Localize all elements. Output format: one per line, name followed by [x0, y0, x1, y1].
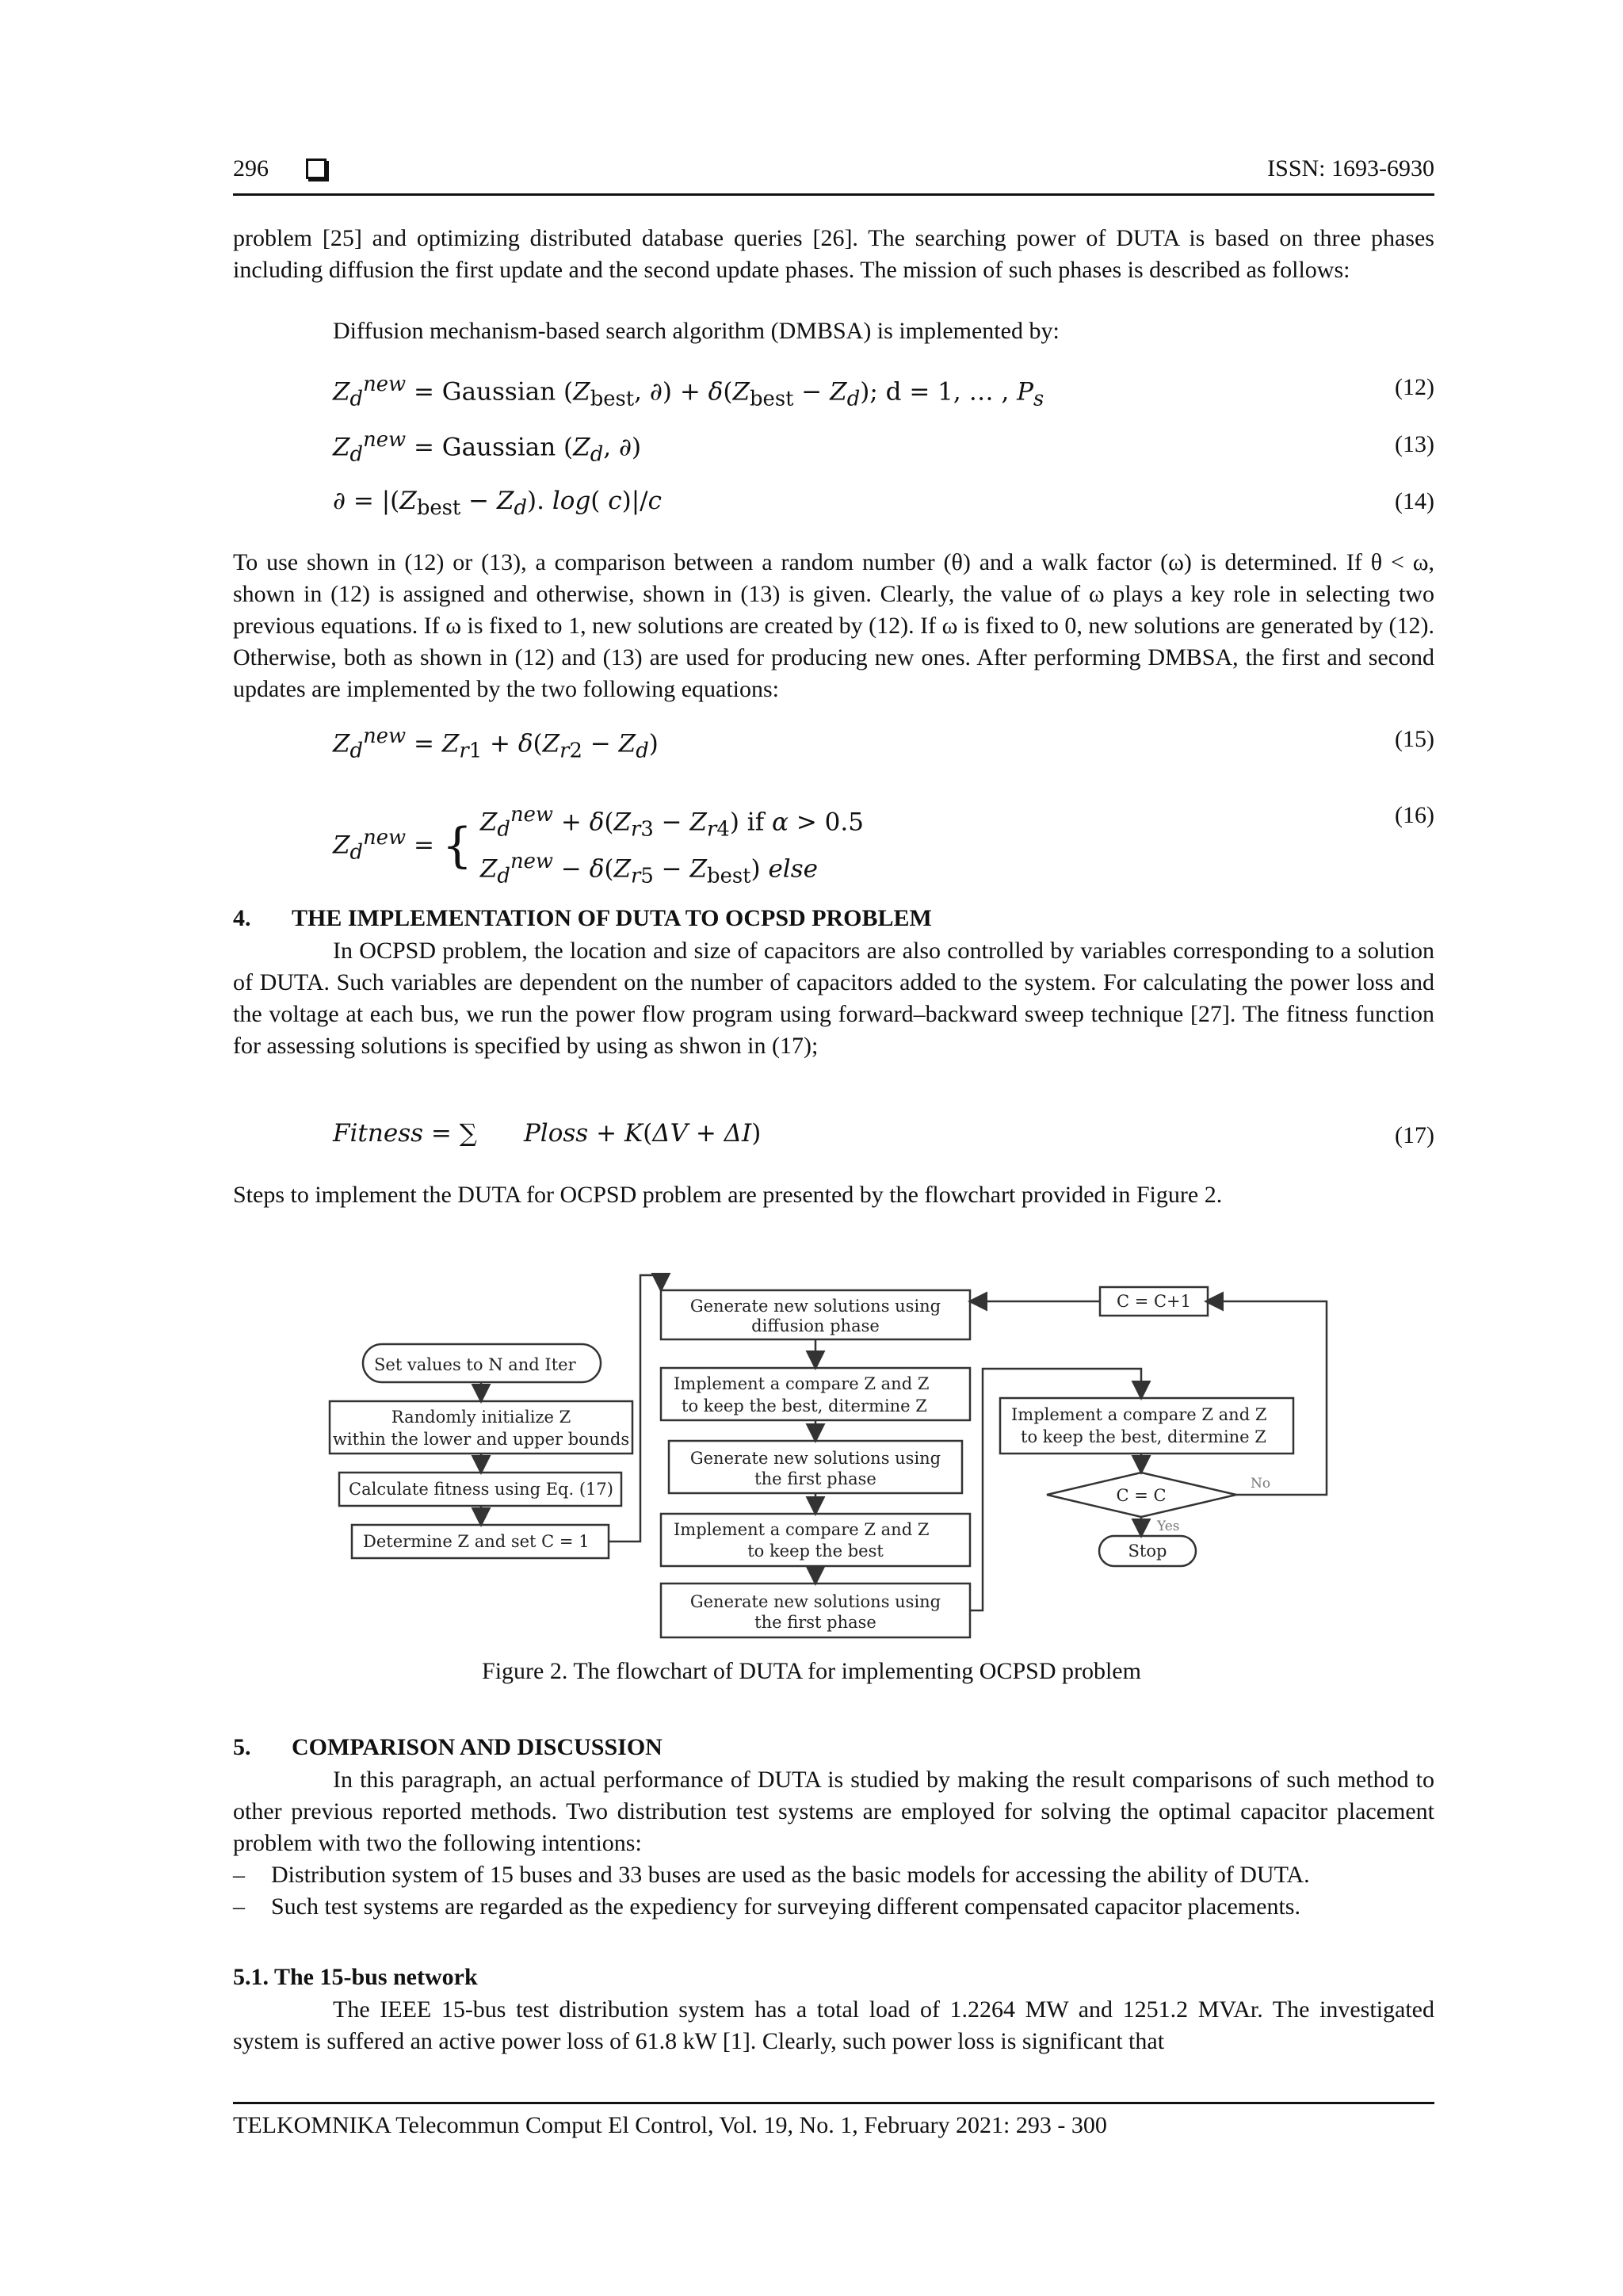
counter-label: C = C+1	[1116, 1292, 1192, 1311]
section-4-heading: 4. THE IMPLEMENTATION OF DUTA TO OCPSD PROBLEM	[233, 905, 932, 931]
compare3-label-1: Implement a compare Z and Z	[1011, 1405, 1267, 1424]
diffusion-label-1: Generate new solutions using	[689, 1297, 941, 1316]
section-5-bullets	[233, 1859, 1434, 1923]
init-label-2: within the lower and upper bounds	[332, 1430, 630, 1449]
condition-label: C = C	[1116, 1486, 1167, 1505]
equation-15-number: (15)	[1395, 726, 1434, 752]
bullet-item: – Distribution system of 15 buses and 33 buses are used as the basic models for accessing the ability of DUTA.	[233, 1859, 1434, 1891]
section-4-paragraph: In OCPSD problem, the location and size of capacitors are also controlled by variables corresponding to a solution of DUTA. Such variables are dependent on the number of capacitors added to the system. For calculating the power loss and the voltage at each bus, we run the power flow program using forward–backward sweep technique [27]. The fitness function for assessing solutions is specified by using as shwon in (17);	[233, 938, 1434, 1059]
section-5-heading: 5. COMPARISON AND DISCUSSION	[233, 1734, 663, 1760]
equation-16-number: (16)	[1395, 802, 1434, 828]
equation-14: ∂ = $|(Z_{best} - Z_d)$. log( c)|/c	[333, 487, 662, 521]
set-values-label: Set values to N and Iter	[374, 1355, 576, 1374]
equation-13: $Z_d^{new}$ = Gaussian ($Z_d$, ∂)	[333, 428, 642, 467]
equation-12: $Z_d^{new}$ = Gaussian ($Z_{best}$, ∂) + $\delta(Z_{best} - Z_d)$; d = 1, … , $P_s$	[333, 372, 1044, 411]
yes-label: Yes	[1157, 1519, 1180, 1534]
equation-16: $Z_d^{new}$ = { $Z_d^{new} + \delta(Z_{r3} - Z_{r4})$ if α > 0.5 $Z_d^{new} - \delta(Z_{r5} - Z_{best})$ else	[333, 803, 864, 888]
page-footer: TELKOMNIKA Telecommun Comput El Control, Vol. 19, No. 1, February 2021: 293 - 300	[233, 2102, 1434, 2139]
first-phase1-label-1: Generate new solutions using	[689, 1449, 941, 1468]
compare1-label-2: to keep the best, ditermine Z	[682, 1396, 927, 1415]
intro-paragraph: problem [25] and optimizing distributed database queries [26]. The searching power of DUTA is based on three phases including diffusion the first update and the second update phases. The mission of such phases is described as follows:	[233, 225, 1434, 283]
dmbsa-lead: Diffusion mechanism-based search algorithm (DMBSA) is implemented by:	[333, 318, 1060, 344]
dmbsa-paragraph: To use shown in (12) or (13), a comparison between a random number (θ) and a walk factor (ω) is determined. If θ < ω, shown in (12) is assigned and otherwise, shown in (13) is given. Clearly, the value of ω plays a key role in selecting two previous equations. If ω is fixed to 1, new solutions are created by (12). If ω is fixed to 0, new solutions are generated by (12). Otherwise, both as shown in (12) and (13) are used for producing new ones. After performing DMBSA, the first and second updates are implemented by the two following equations:	[233, 549, 1434, 702]
equation-13-number: (13)	[1395, 431, 1434, 457]
determine-label: Determine Z and set C = 1	[363, 1532, 590, 1551]
equation-12-number: (12)	[1395, 374, 1434, 400]
diffusion-label-2: diffusion phase	[751, 1316, 880, 1335]
compare3-label-2: to keep the best, ditermine Z	[1021, 1427, 1266, 1446]
init-label-1: Randomly initialize Z	[391, 1408, 571, 1427]
compare2-label-1: Implement a compare Z and Z	[674, 1520, 930, 1539]
flowchart-intro: Steps to implement the DUTA for OCPSD problem are presented by the flowchart provided in Figure 2.	[233, 1182, 1223, 1208]
stop-label: Stop	[1128, 1541, 1167, 1561]
compare1-label-1: Implement a compare Z and Z	[674, 1374, 930, 1393]
first-phase2-label-2: the first phase	[754, 1613, 876, 1632]
duta-flowchart	[317, 1256, 1347, 1645]
first-phase2-label-1: Generate new solutions using	[689, 1592, 941, 1611]
figure-caption: Figure 2. The flowchart of DUTA for implementing OCPSD problem	[482, 1658, 1141, 1684]
section-5-paragraph: In this paragraph, an actual performance of DUTA is studied by making the result comparisons of such method to other previous reported methods. Two distribution test systems are employed for solving the optimal capacitor placement problem with two the following intentions:	[233, 1767, 1434, 1856]
equation-17: Fitness = ∑ Ploss + K(ΔV + ΔI)	[333, 1119, 762, 1148]
page-number: 296	[233, 155, 269, 181]
no-label: No	[1251, 1476, 1271, 1492]
equation-17-number: (17)	[1395, 1122, 1434, 1148]
page-header	[233, 155, 1434, 196]
equation-14-number: (14)	[1395, 488, 1434, 514]
issn-label: ISSN: 1693-6930	[1267, 155, 1434, 181]
compare2-label-2: to keep the best	[747, 1541, 884, 1561]
square-bullet-icon	[306, 159, 327, 179]
fitness-label: Calculate fitness using Eq. (17)	[349, 1480, 613, 1499]
section-51-heading: 5.1. The 15-bus network	[233, 1964, 478, 1990]
first-phase1-label-2: the first phase	[754, 1469, 876, 1488]
bullet-item: – Such test systems are regarded as the expediency for surveying different compensated capacitor placements.	[233, 1891, 1434, 1923]
equation-15: $Z_d^{new} = Z_{r1} + \delta(Z_{r2} - Z_d)$	[333, 724, 659, 763]
section-51-paragraph: The IEEE 15-bus test distribution system has a total load of 1.2264 MW and 1251.2 MVAr. The investigated system is suffered an active power loss of 61.8 kW [1]. Clearly, such power loss is significant that	[233, 1996, 1434, 2054]
